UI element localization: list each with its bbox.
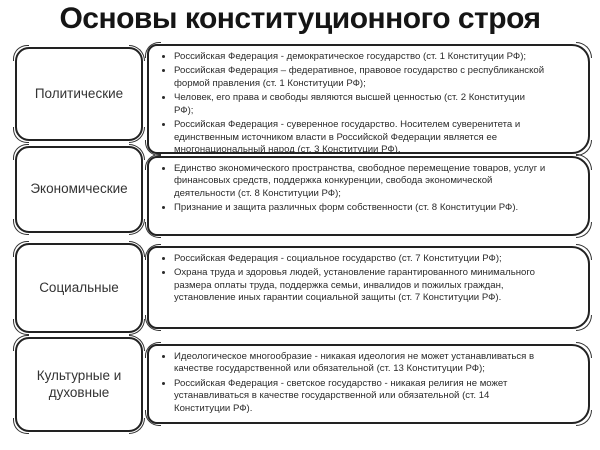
category-label-economic: Экономические [30,181,128,197]
category-label-social: Социальные [39,279,119,295]
bullet-item: • Российская Федерация - социальное государство (ст. 7 Конституции РФ); [174,253,546,265]
category-box-economic [15,146,143,233]
bullet-item: • Человек, его права и свободы являются высшей ценностью (ст. 2 Конституции РФ); [174,92,546,117]
detail-box-cultural-spiritual [147,344,590,424]
detail-box-political [147,44,590,154]
detail-box-economic [147,156,590,236]
bullet-item: • Охрана труда и здоровья людей, установление гарантированного минимального размера оплаты труда, поддержка семьи, инвалидов и пожилых граждан, установление иных гарантии социальной защиты (ст. 7 Конституции РФ). [174,267,546,304]
category-box-political [15,47,143,141]
bullet-list-political [157,51,546,157]
bullet-list-social [157,253,546,305]
category-box-social [15,243,143,333]
bullet-item: • Российская Федерация - суверенное государство. Носителем суверенитета и единственным источником власти в Российской Федерации является ее многонациональный народ (ст. 3 Конституции РФ). [174,119,546,156]
detail-box-social [147,246,590,329]
category-box-cultural-spiritual [15,337,143,432]
bullet-item: • Признание и защита различных форм собственности (ст. 8 Конституции РФ). [174,202,546,214]
slide-title: Основы конституционного строя [59,2,541,35]
bullet-list-cultural-spiritual [157,351,546,415]
bullet-list-economic [157,163,546,215]
bullet-item: • Единство экономического пространства, свободное перемещение товаров, услуг и финансовых средств, поддержка конкуренции, свобода экономической деятельности (ст. 8 Конституции РФ); [174,163,546,200]
category-label-cultural-spiritual: Культурные и духовные [27,368,131,402]
bullet-item: • Российская Федерация - демократическое государство (ст. 1 Конституции РФ); [174,51,546,63]
category-label-political: Политические [34,85,124,101]
bullet-item: • Российская Федерация – федеративное, правовое государство с республиканской формой правления (ст. 1 Конституции РФ); [174,65,546,90]
bullet-item: • Российская Федерация - светское государство - никакая религия не может устанавливаться в качестве государственной или обязательной (ст. 14 Конституции РФ). [174,378,546,415]
bullet-item: • Идеологическое многообразие - никакая идеология не может устанавливаться в качестве государственной или обязательной (ст. 13 Конституции РФ); [174,351,546,376]
